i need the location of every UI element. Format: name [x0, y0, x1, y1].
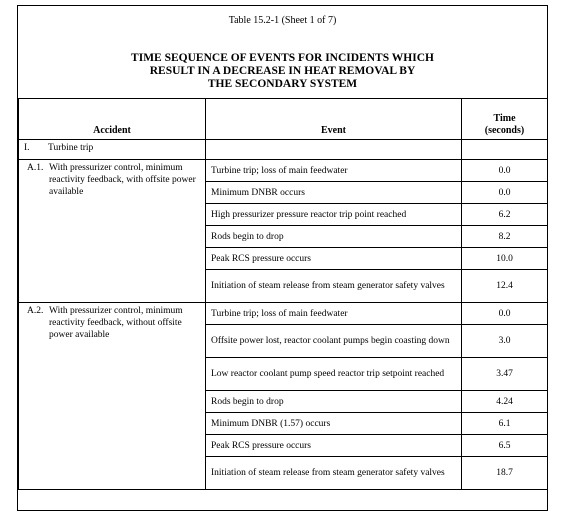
header-row: [19, 99, 548, 140]
case-description: With pressurizer control, minimum reactivity feedback, without offsite power available: [49, 306, 183, 340]
title-line: RESULT IN A DECREASE IN HEAT REMOVAL BY: [149, 65, 416, 77]
case-description: With pressurizer control, minimum reactivity feedback, with offsite power available: [49, 163, 196, 197]
event-cell: Rods begin to drop: [206, 226, 462, 248]
time-cell: 18.7: [462, 457, 548, 490]
section-label: Turbine trip: [48, 143, 94, 153]
event-cell: Initiation of steam release from steam generator safety valves: [206, 457, 462, 490]
event-cell: Initiation of steam release from steam generator safety valves: [206, 270, 462, 303]
time-cell: 3.47: [462, 358, 548, 391]
event-cell: Turbine trip; loss of main feedwater: [206, 303, 462, 325]
event-cell: Low reactor coolant pump speed reactor trip setpoint reached: [206, 358, 462, 391]
header-time: [462, 99, 548, 140]
event-cell: Peak RCS pressure occurs: [206, 435, 462, 457]
case-id: A.1.: [27, 163, 44, 173]
case-id: A.2.: [27, 306, 44, 316]
section-cell: [19, 140, 206, 160]
table-frame: [17, 5, 548, 511]
time-cell: 6.5: [462, 435, 548, 457]
time-cell: 3.0: [462, 325, 548, 358]
event-cell: Minimum DNBR occurs: [206, 182, 462, 204]
time-cell: 10.0: [462, 248, 548, 270]
time-cell: 0.0: [462, 303, 548, 325]
title-line: THE SECONDARY SYSTEM: [207, 78, 358, 90]
header-time-line1: Time: [493, 113, 516, 124]
event-cell: High pressurizer pressure reactor trip point reached: [206, 204, 462, 226]
event-cell: Turbine trip; loss of main feedwater: [206, 160, 462, 182]
title-line: TIME SEQUENCE OF EVENTS FOR INCIDENTS WHICH: [131, 52, 434, 64]
section-row: [19, 140, 548, 160]
time-cell: 0.0: [462, 182, 548, 204]
sheet-label: Table 15.2-1 (Sheet 1 of 7): [228, 15, 337, 26]
time-cell: 6.2: [462, 204, 548, 226]
event-cell: Peak RCS pressure occurs: [206, 248, 462, 270]
time-cell: 12.4: [462, 270, 548, 303]
time-cell: 4.24: [462, 391, 548, 413]
event-cell: Offsite power lost, reactor coolant pumps begin coasting down: [206, 325, 462, 358]
header-time-line2: (seconds): [484, 125, 525, 136]
time-cell: 0.0: [462, 160, 548, 182]
case-cell: [19, 160, 206, 303]
events-table: [18, 98, 548, 490]
event-cell: Minimum DNBR (1.57) occurs: [206, 413, 462, 435]
section-empty-time: [462, 140, 548, 160]
table-row: [19, 303, 548, 325]
time-cell: 8.2: [462, 226, 548, 248]
case-cell: [19, 303, 206, 490]
header-accident: Accident: [19, 99, 206, 140]
event-cell: Rods begin to drop: [206, 391, 462, 413]
header-event: Event: [206, 99, 462, 140]
table-title: [18, 52, 547, 91]
table-row: [19, 160, 548, 182]
section-number: I.: [24, 143, 30, 153]
time-cell: 6.1: [462, 413, 548, 435]
section-empty-event: [206, 140, 462, 160]
